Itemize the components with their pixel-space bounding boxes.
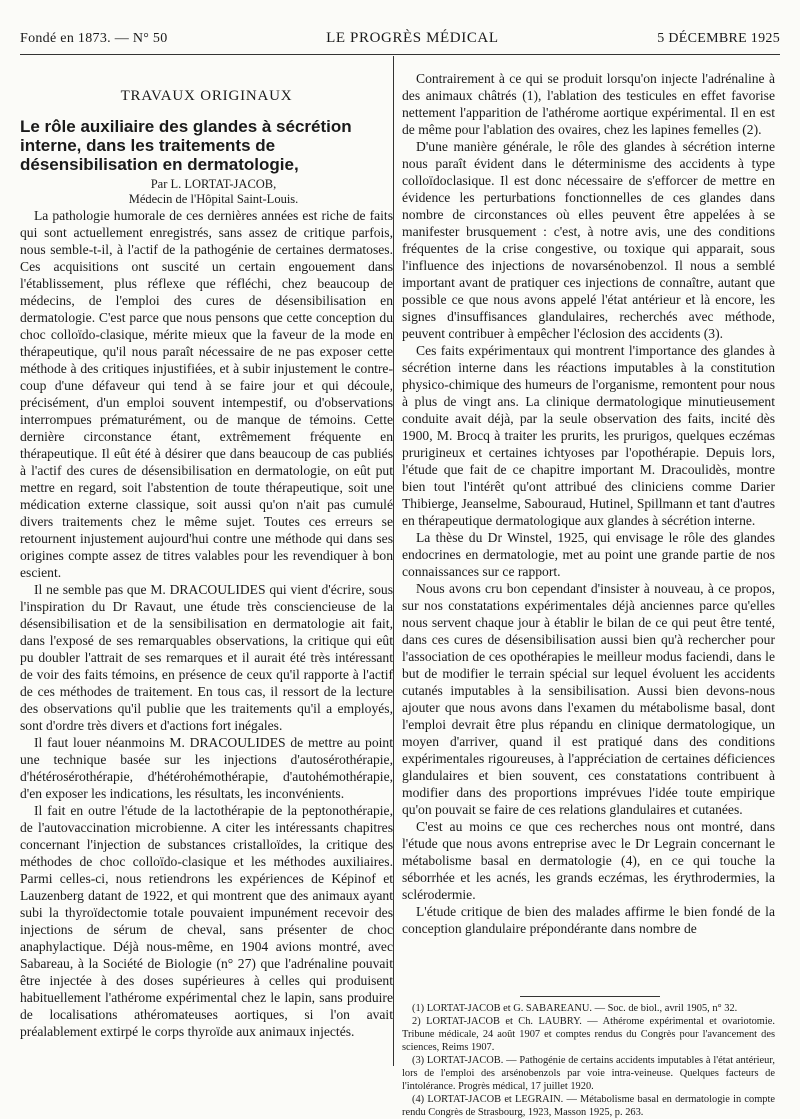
footnote-1: (1) LORTAT-JACOB et G. SABAREANU. — Soc. de biol., avril 1905, n° 32. (412, 1003, 738, 1014)
column-divider (393, 56, 394, 1066)
left-paragraph-1: La pathologie humorale de ces dernières années est riche de faits qui sont actuellement enregistrés, sans assez de critique parfois, nous semble-t-il, à l'actif de la pathogénie de certaines dermatoses. Ces acquisitions ont suscité un certain engouement dans l'établissement, plus réflexe que réfléchi, chez beaucoup de médecins, de l'emploi des cures de désensibilisation en dermatologie. C'est parce que nous pensons que cette conception du choc colloïdo-clasique, mérite mieux que la faveur de la mode en thérapeutique, qu'il nous paraît nécessaire de ne pas exposer cette méthode à des critiques injustifiées, et à subir injustement le contre-coup d'une défaveur qui tend à se faire jour et qui découle, précisément, d'un emploi souvent intempestif, ou d'observations interrompues prématurément, ou de manque de témoins. Cette dernière circonstance étant, extrêmement fréquente en thérapeutique. Il eût été à désirer que dans beaucoup de cas publiés à l'actif des cures de désensibilisation en dermatologie, on eût put mettre en regard, soit l'abstention de toute thérapeutique, soit une médication externe classique, soit aussi qu'on n'ait pas cumulé divers traitements chez le même sujet. Toutes ces erreurs se retournent injustement aujourd'hui contre une méthode qui dans ses origines compte assez de titres valables pour les revendiquer à bon escient. (20, 208, 393, 580)
header-founded-issue: Fondé en 1873. — N° 50 (20, 31, 168, 46)
header-date: 5 DÉCEMBRE 1925 (657, 31, 780, 46)
footnote-2: 2) LORTAT-JACOB et Ch. LAUBRY. — Athérome expérimental et ovariotomie. Tribune médicale, 24 août 1907 et comptes rendus du Congrès pour l'avancement des sciences, Reims 1907. (402, 1016, 775, 1053)
left-paragraph-2: Il ne semble pas que M. DRACOULIDES qui vient d'écrire, sous l'inspiration du Dr Ravaut, une étude très consciencieuse de la désensibilisation et de la sensibilisation en dermatologie ait fait, dans l'exposé de ses remarquables observations, la critique qui eût pu doubler l'attrait de ses remarques et il aurait été très intéressant de voir des faits témoins, en présence de ceux qu'il rapporte à l'actif de ces méthodes de traitement. En tous cas, il ressort de la lecture des observations qu'il publie que les traitements qu'il a employés, sont d'ordre très divers et d'actions fort inégales. (20, 582, 393, 733)
footnotes (402, 1002, 775, 1119)
right-paragraph-3: Ces faits expérimentaux qui montrent l'importance des glandes à sécrétion interne dans les réactions imputables à la constitution physico-chimique des humeurs de l'organisme, remontent pour nous à plus de vingt ans. La clinique dermatologique minutieusement conduite avait déjà, par la seule observation des faits, incité dès 1900, M. Brocq à traiter les prurits, les prurigos, quelques eczémas prurigineux et certaines ichtyoses par l'opothérapie. Depuis lors, l'étude que fait de ce chapitre important M. Dracoulidès, montre bien tout l'intérêt qu'ont attribué des cliniciens comme Darier Thibierge, Jeanselme, Sabouraud, Hutinel, Spillmann et tant d'autres en thérapeutique dermatologique aux glandes à sécrétion interne. (402, 343, 775, 528)
section-heading: TRAVAUX ORIGINAUX (120, 88, 293, 104)
author-affiliation: Médecin de l'Hôpital Saint-Louis. (128, 192, 299, 206)
footnote-4: (4) LORTAT-JACOB et LEGRAIN. — Métabolisme basal en dermatologie in compte rendu Congrès de Strasbourg, 1923, Masson 1925, p. 263. (402, 1094, 775, 1118)
header-rule (20, 54, 780, 55)
left-paragraph-3: Il faut louer néanmoins M. DRACOULIDES de mettre au point une technique basée sur les injections d'autosérothérapie, d'hétérosérothérapie, d'hétérohémothérapie, d'autohémothérapie, d'en exposer les indications, les résultats, les inconvénients. (20, 735, 393, 801)
article-byline: Par L. LORTAT-JACOB, (150, 177, 277, 191)
right-paragraph-5: Nous avons cru bon cependant d'insister à nouveau, à ce propos, sur nos constatations expérimentales déjà anciennes parce qu'elles nous servent chaque jour à établir le bilan de ce qui peut être tenté, dans ces cures de désensibilisation aussi bien qu'à rechercher pour l'association de ces opothérapies le meilleur modus faciendi, dans le but de modifier le terrain spécial sur lequel évoluent les accidents cutanés imputables à la sensibilisation. Aussi bien devons-nous ajouter que nous avons dans l'examen du métabolisme basal, dont l'emploi devrait être plus répandu en clinique dermatologique, un moyen d'arriver, quand il est pratiqué dans des conditions expérimentales rigoureuses, à l'appréciation de certaines déficiences glandulaires et bien souvent, ces constatations contribuent à modifier dans des proportions imprévues l'idée toute empirique qu'on pouvait se faire de ces relations glandulaires et cutanées. (402, 581, 775, 817)
right-paragraph-2: D'une manière générale, le rôle des glandes à sécrétion interne nous paraît évident dans le déterminisme des accidents à type colloïdoclasique. Il est donc nécessaire de s'efforcer de mettre en évidence les perturbations fonctionnelles de ces glandes dans nombre de circonstances où elles peuvent être appelées à se manifester brusquement : c'est, à notre avis, une des conditions fréquentes de la crise congestive, ou toxique qui apparait, sous l'influence des injections de novarsénobenzol. Il nous a semblé important avant de pratiquer ces injections de connaître, autant que possible ce que nous avons appelé l'état antérieur et là encore, les signes d'insuffisances glandulaires, recherchés avec méthode, peuvent contribuer à empêcher l'éclosion des accidents (3). (402, 139, 775, 341)
footnote-rule (520, 996, 660, 997)
footnote-3: (3) LORTAT-JACOB. — Pathogénie de certains accidents imputables à l'état antérieur, lors de l'emploi des arsénobenzols par voie intra-veineuse. Quelques facteurs de l'intolérance. Progrès médical, 17 juillet 1920. (402, 1055, 775, 1092)
right-column (402, 70, 775, 937)
right-paragraph-6: C'est au moins ce que ces recherches nous ont montré, dans l'étude que nous avons entreprise avec le Dr Legrain concernant le métabolisme basal en dermatologie (4), en ce qui touche la séborrhée et les acnés, les grands eczémas, les érythrodermies, la sclérodermie. (402, 819, 775, 902)
right-paragraph-1: Contrairement à ce qui se produit lorsqu'on injecte l'adrénaline à des animaux châtrés (1), l'ablation des testicules en effet favorise nettement l'apparition de l'athérome aortique expérimental. Il en est de même pour l'ablation des ovaires, chez les lapines femelles (2). (402, 71, 775, 137)
header-journal-title: LE PROGRÈS MÉDICAL (326, 30, 499, 46)
article-title: Le rôle auxiliaire des glandes à sécrétion interne, dans les traitements de désensibilisation en dermatologie, (20, 117, 352, 174)
left-column (20, 64, 393, 1040)
right-paragraph-7: L'étude critique de bien des malades affirme le bien fondé de la conception glandulaire prépondérante dans nombre de (402, 904, 775, 936)
running-header (20, 30, 780, 50)
left-paragraph-4: Il fait en outre l'étude de la lactothérapie de la peptonothérapie, de l'autovaccination microbienne. A citer les intéressants chapitres concernant l'injection de substances cristalloïdes, la critique des méthodes de choc colloïdo-clasique et les méthodes auxiliaires. Parmi celles-ci, nous retiendrons les expériences de Képinof et Lauzenberg datant de 1922, et qui montrent que des animaux ayant subi la thyroïdectomie totale pouvaient impunément recevoir des injections de sérum de cheval, sans présenter de choc anaphylactique. Déjà nous-même, en 1904 avions montré, avec Sabareau, à la Société de Biologie (n° 27) que l'adrénaline pouvait être injectée à des doses supérieures à celles qui produisent habituellement l'athérome expérimental chez le lapin, sans produire de localisations athéromateuses aortiques, si l'on avait préalablement extirpé le corps thyroïde aux animaux injectés. (20, 803, 393, 1039)
right-paragraph-4: La thèse du Dr Winstel, 1925, qui envisage le rôle des glandes endocrines en dermatologie, met au point une grande partie de nos connaissances sur ce rapport. (402, 530, 775, 579)
